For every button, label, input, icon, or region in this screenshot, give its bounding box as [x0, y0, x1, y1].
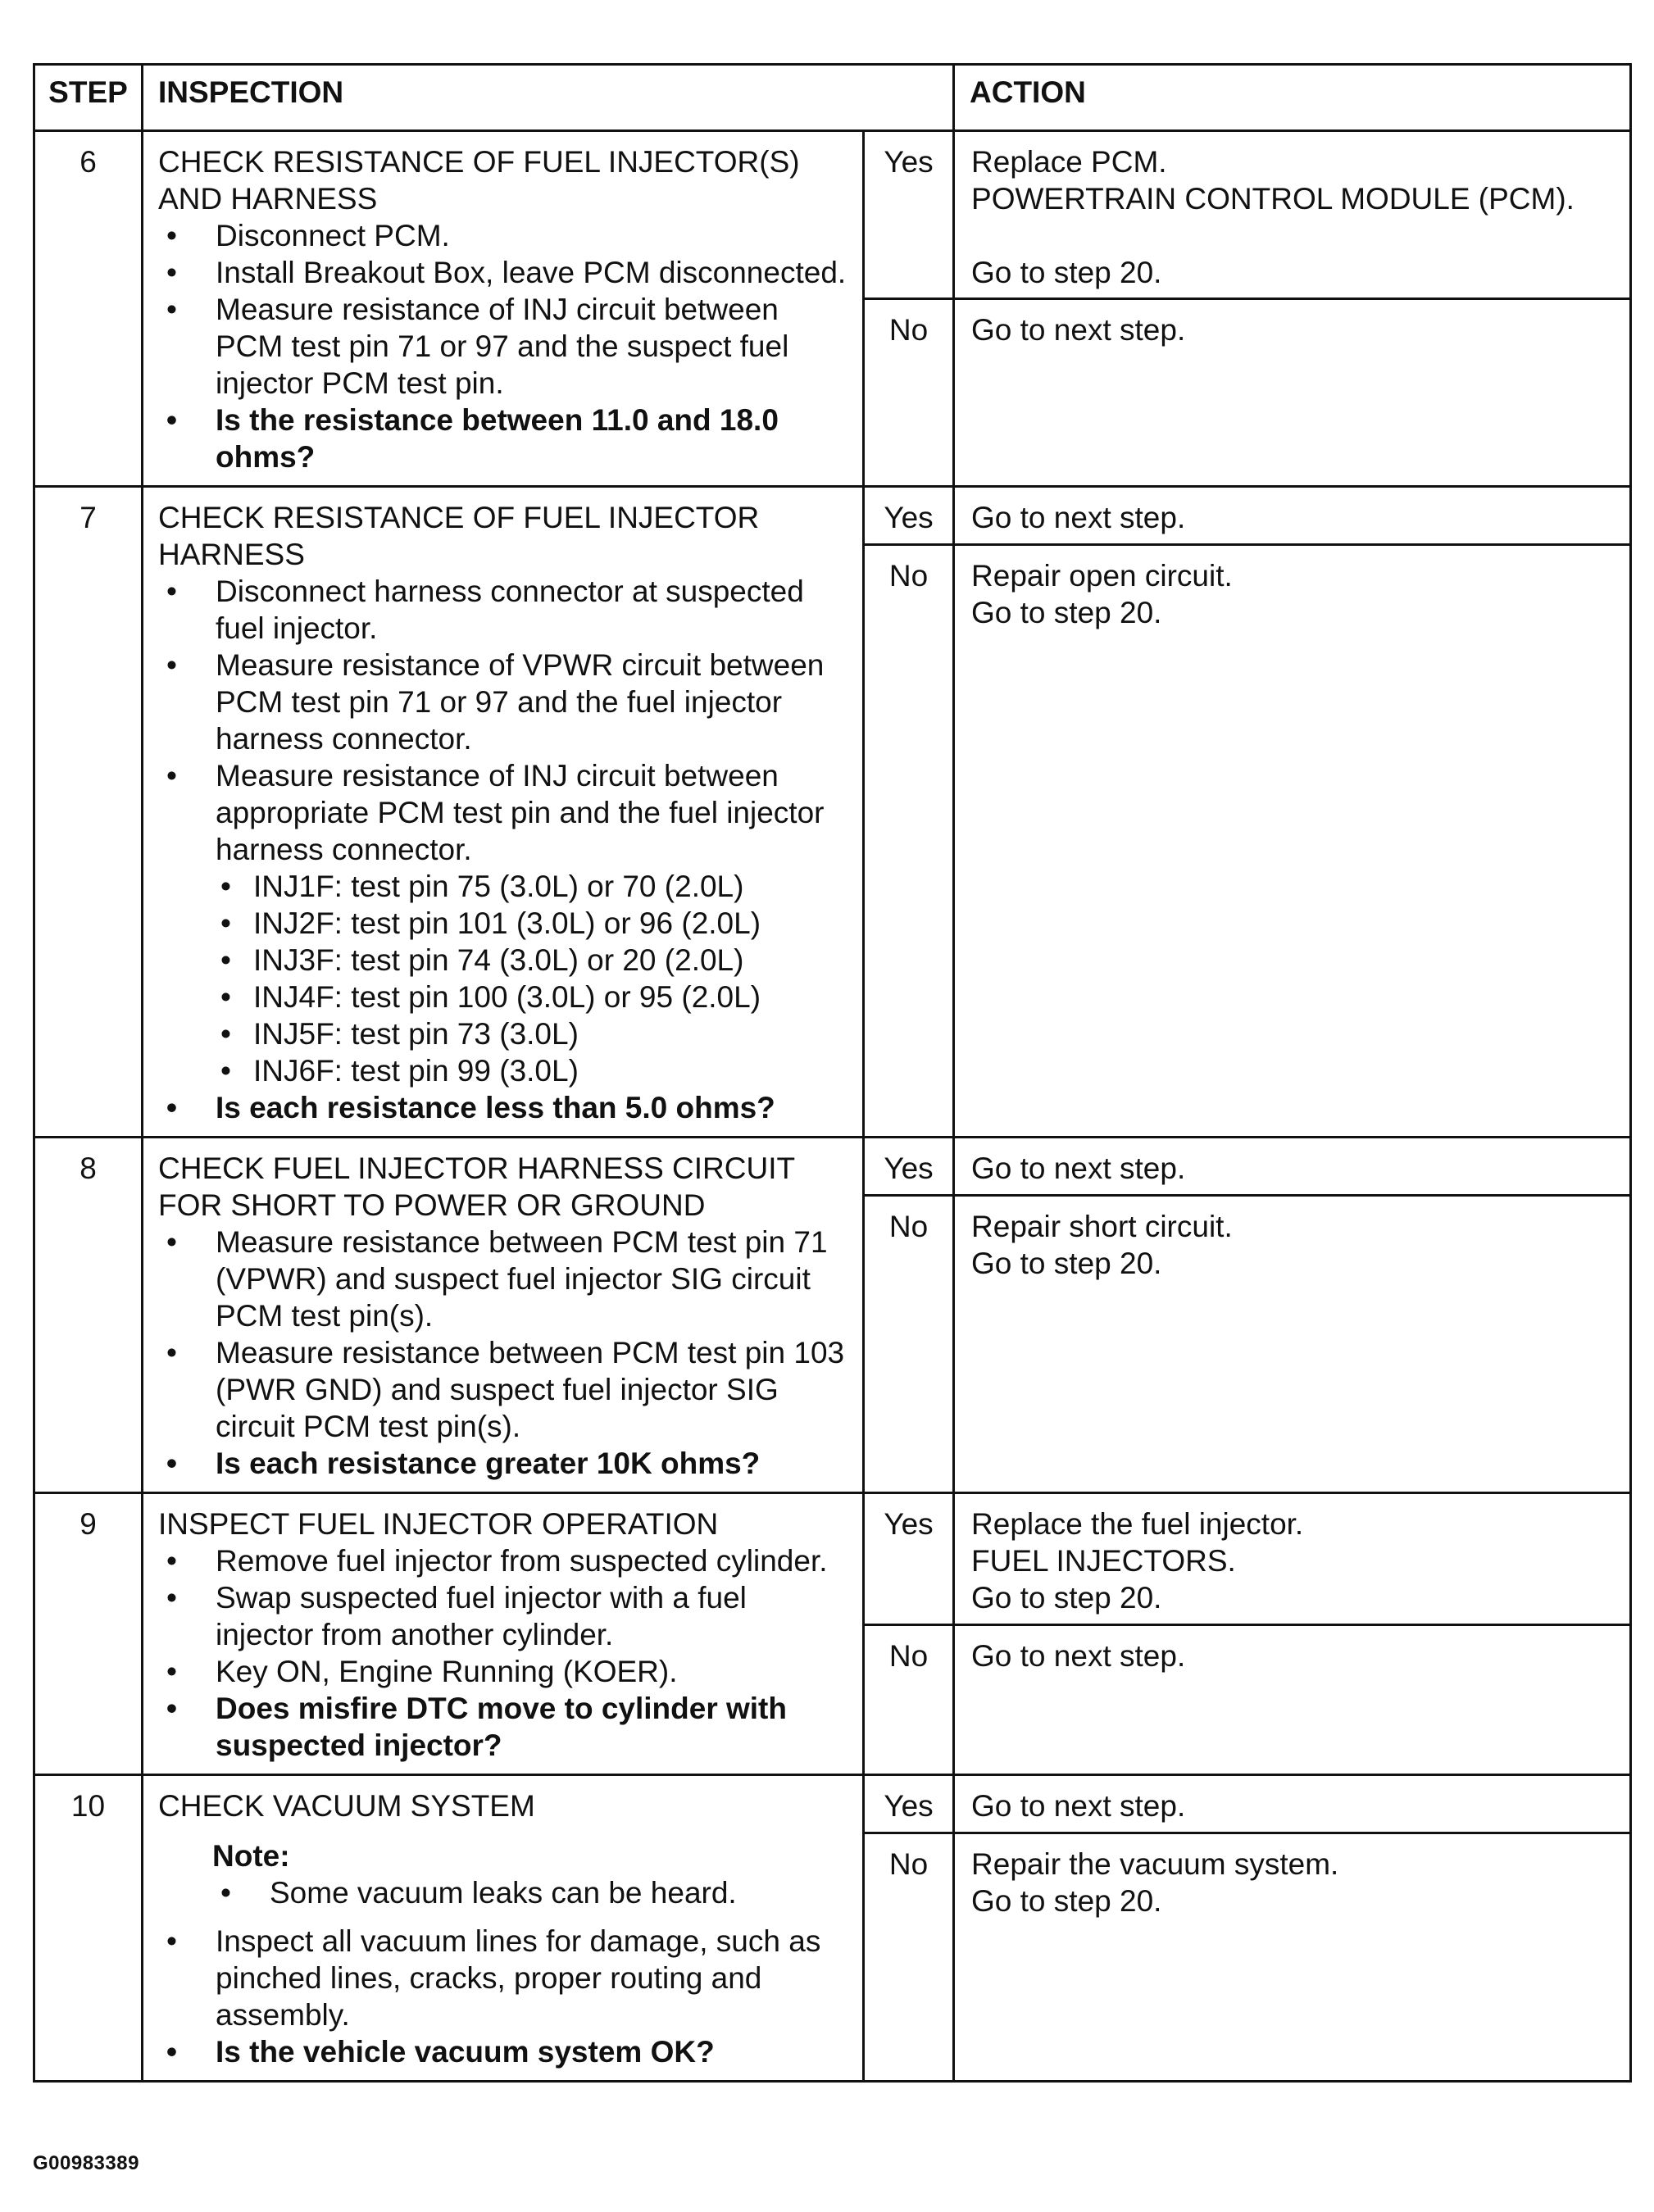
note-label: Note:	[212, 1839, 290, 1873]
bullet-text: Measure resistance of INJ circuit between appropriate PCM test pin and the fuel injector harness connector.	[216, 759, 825, 866]
no-action	[954, 545, 1631, 1138]
test-pin-item: • INJ1F: test pin 75 (3.0L) or 70 (2.0L)	[253, 868, 849, 905]
no-label: No	[864, 545, 954, 1138]
no-label: No	[864, 299, 954, 487]
step-7-yes-row	[34, 487, 1631, 545]
bullet-item: • Swap suspected fuel injector with a fuel injector from another cylinder.	[216, 1579, 849, 1653]
bullet-item	[216, 757, 849, 1089]
test-pin-item: • INJ3F: test pin 74 (3.0L) or 20 (2.0L)	[253, 942, 849, 979]
inspection-title-cont: FOR SHORT TO POWER OR GROUND	[158, 1188, 706, 1222]
step-10-yes-row	[34, 1775, 1631, 1833]
step-column-header: STEP	[34, 65, 143, 131]
no-action	[954, 1833, 1631, 2082]
note-item: • Some vacuum leaks can be heard.	[270, 1874, 849, 1911]
action-line: Go to step 20.	[971, 256, 1162, 289]
action-line: Repair the vacuum system.	[971, 1847, 1339, 1881]
action-line: Go to next step.	[971, 1789, 1186, 1823]
diagnostic-procedure-table	[33, 63, 1632, 2083]
no-action	[954, 1625, 1631, 1775]
step-number: 7	[34, 487, 143, 1138]
question-item: • Is each resistance greater 10K ohms?	[216, 1445, 849, 1482]
bullet-item: • Disconnect PCM.	[216, 217, 849, 254]
bullet-item: • Key ON, Engine Running (KOER).	[216, 1653, 849, 1690]
inspection-cell	[143, 1775, 864, 2082]
action-line: Repair open circuit.	[971, 559, 1233, 593]
bullet-item: • Measure resistance of INJ circuit between PCM test pin 71 or 97 and the suspect fuel injector PCM test pin.	[216, 291, 849, 402]
bullet-item: • Inspect all vacuum lines for damage, such as pinched lines, cracks, proper routing and assembly.	[216, 1923, 849, 2033]
action-spacer	[971, 217, 1618, 254]
inspection-title-cont: HARNESS	[158, 538, 305, 571]
inspection-title: CHECK FUEL INJECTOR HARNESS CIRCUIT	[158, 1151, 796, 1185]
inspection-title: CHECK RESISTANCE OF FUEL INJECTOR	[158, 501, 760, 534]
yes-label: Yes	[864, 1775, 954, 1833]
test-pin-item: • INJ6F: test pin 99 (3.0L)	[253, 1052, 849, 1089]
yes-action	[954, 1138, 1631, 1196]
inspection-bullets	[158, 217, 849, 475]
yes-label: Yes	[864, 487, 954, 545]
action-line: Go to step 20.	[971, 1581, 1162, 1615]
step-number: 10	[34, 1775, 143, 2082]
step-number: 6	[34, 131, 143, 487]
action-line: Repair short circuit.	[971, 1210, 1233, 1243]
test-pin-list	[216, 868, 849, 1089]
step-9-yes-row	[34, 1493, 1631, 1625]
step-10	[34, 1775, 1631, 2082]
bullet-item: • Measure resistance between PCM test pin 103 (PWR GND) and suspect fuel injector SIG circuit PCM test pin(s).	[216, 1334, 849, 1445]
action-line: Go to step 20.	[971, 596, 1162, 629]
bullet-item: • Measure resistance between PCM test pin 71 (VPWR) and suspect fuel injector SIG circuit PCM test pin(s).	[216, 1224, 849, 1334]
action-line: FUEL INJECTORS.	[971, 1544, 1236, 1578]
note-block	[212, 1837, 849, 1911]
inspection-title: CHECK RESISTANCE OF FUEL INJECTOR(S)	[158, 145, 800, 179]
test-pin-item: • INJ5F: test pin 73 (3.0L)	[253, 1015, 849, 1052]
yes-action	[954, 487, 1631, 545]
action-line: Go to next step.	[971, 501, 1186, 534]
figure-id: G00983389	[33, 2152, 139, 2174]
step-8-yes-row	[34, 1138, 1631, 1196]
action-line: Go to next step.	[971, 1639, 1186, 1673]
test-pin-item: • INJ2F: test pin 101 (3.0L) or 96 (2.0L)	[253, 905, 849, 942]
inspection-bullets	[158, 1542, 849, 1764]
step-7	[34, 487, 1631, 1138]
yes-label: Yes	[864, 1138, 954, 1196]
action-line: POWERTRAIN CONTROL MODULE (PCM).	[971, 182, 1574, 216]
step-8	[34, 1138, 1631, 1493]
inspection-column-header: INSPECTION	[143, 65, 954, 131]
inspection-cell	[143, 1138, 864, 1493]
step-6	[34, 131, 1631, 487]
inspection-title-cont: AND HARNESS	[158, 182, 378, 216]
step-9	[34, 1493, 1631, 1775]
yes-label: Yes	[864, 131, 954, 299]
step-6-yes-row	[34, 131, 1631, 299]
inspection-cell	[143, 1493, 864, 1775]
inspection-cell	[143, 487, 864, 1138]
no-label: No	[864, 1625, 954, 1775]
no-label: No	[864, 1833, 954, 2082]
bullet-item: • Remove fuel injector from suspected cylinder.	[216, 1542, 849, 1579]
inspection-bullets	[158, 1923, 849, 2070]
no-action	[954, 299, 1631, 487]
action-line: Go to step 20.	[971, 1884, 1162, 1918]
bullet-item: • Disconnect harness connector at suspected fuel injector.	[216, 573, 849, 647]
question-item: • Is the resistance between 11.0 and 18.0 ohms?	[216, 402, 849, 475]
action-column-header: ACTION	[954, 65, 1631, 131]
yes-action	[954, 1775, 1631, 1833]
inspection-title: INSPECT FUEL INJECTOR OPERATION	[158, 1507, 719, 1541]
yes-action	[954, 131, 1631, 299]
table-header-row	[34, 65, 1631, 131]
action-line: Replace PCM.	[971, 145, 1167, 179]
question-item: • Is each resistance less than 5.0 ohms?	[216, 1089, 849, 1126]
inspection-bullets	[158, 1224, 849, 1482]
bullet-item: • Install Breakout Box, leave PCM disconnected.	[216, 254, 849, 291]
action-line: Go to step 20.	[971, 1247, 1162, 1280]
question-item: • Does misfire DTC move to cylinder with suspected injector?	[216, 1690, 849, 1764]
question-item: • Is the vehicle vacuum system OK?	[216, 2033, 849, 2070]
step-number: 9	[34, 1493, 143, 1775]
step-number: 8	[34, 1138, 143, 1493]
inspection-title: CHECK VACUUM SYSTEM	[158, 1789, 535, 1823]
action-line: Go to next step.	[971, 1151, 1186, 1185]
action-line: Go to next step.	[971, 313, 1186, 347]
action-line: Replace the fuel injector.	[971, 1507, 1304, 1541]
bullet-item: • Measure resistance of VPWR circuit between PCM test pin 71 or 97 and the fuel injector harness connector.	[216, 647, 849, 757]
no-action	[954, 1196, 1631, 1493]
yes-label: Yes	[864, 1493, 954, 1625]
note-list	[212, 1874, 849, 1911]
test-pin-item: • INJ4F: test pin 100 (3.0L) or 95 (2.0L)	[253, 979, 849, 1015]
yes-action	[954, 1493, 1631, 1625]
inspection-bullets	[158, 573, 849, 1126]
inspection-cell	[143, 131, 864, 487]
no-label: No	[864, 1196, 954, 1493]
